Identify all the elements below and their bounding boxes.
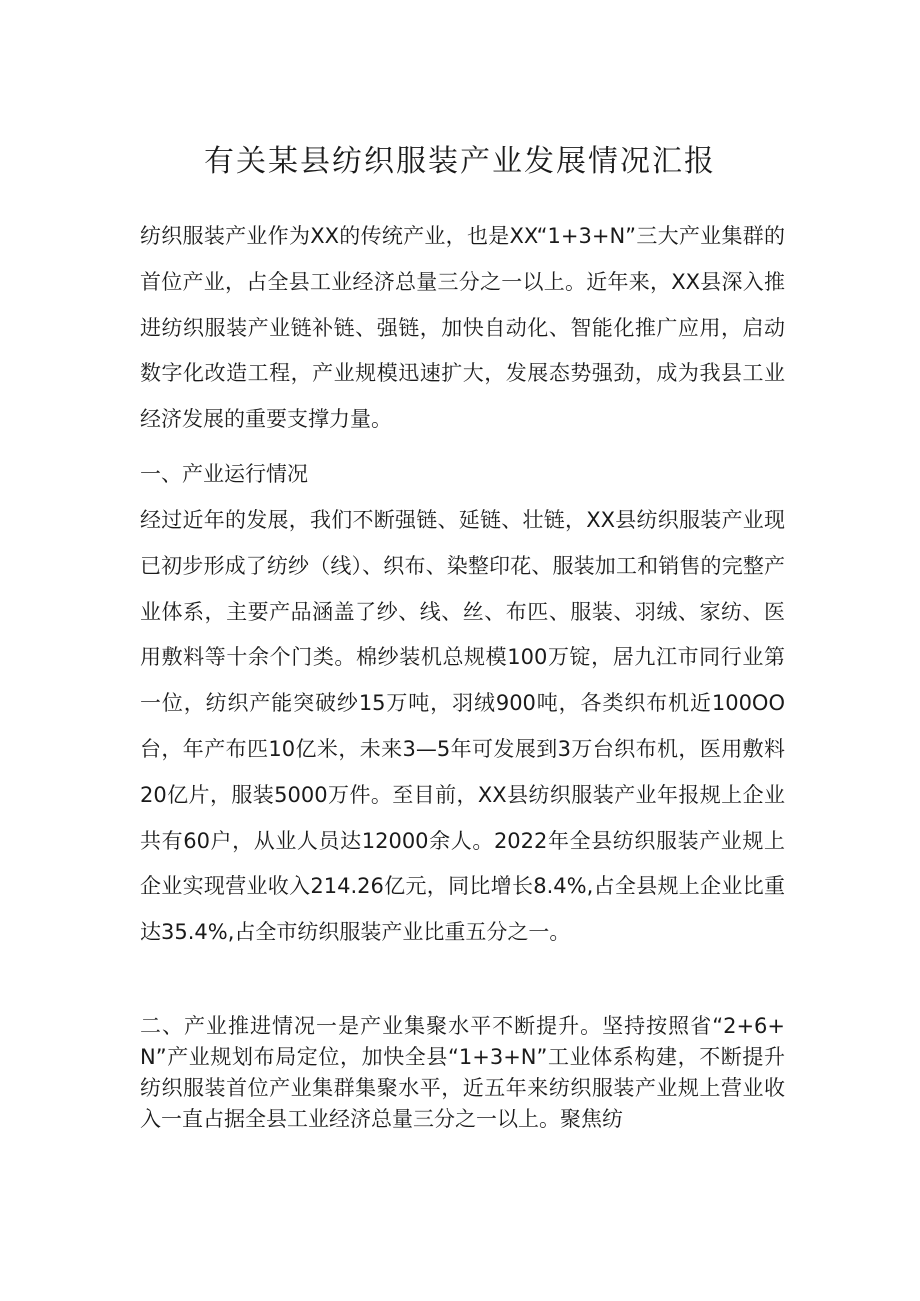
promotion-paragraph: 二、产业推进情况一是产业集聚水平不断提升。坚持按照省“2+6+N”产业规划布局定位，加快全县“1+3+N”工业体系构建，不断提升纺织服装首位产业集群集聚水平，近五年来纺织服装产业规上营业收入一直占据全县工业经济总量三分之一以上。聚焦纺 [140, 1014, 785, 1131]
operation-paragraph: 经过近年的发展，我们不断强链、延链、壮链，XX县纺织服装产业现已初步形成了纺纱（线）、织布、染整印花、服装加工和销售的完整产业体系，主要产品涵盖了纱、线、丝、布匹、服装、羽绒、家纺、医用敷料等十余个门类。棉纱装机总规模100万锭，居九江市同行业第一位，纺织产能突破纱15万吨，羽绒900吨，各类织布机近100OO台，年产布匹10亿米，未来3—5年可发展到3万台织布机，医用敷料20亿片，服装5000万件。至目前，XX县纺织服装产业年报规上企业共有60户，从业人员达12000余人。2022年全县纺织服装产业规上企业实现营业收入214.26亿元，同比增长8.4%,占全县规上企业比重达35.4%,占全市纺织服装产业比重五分之一。 [140, 508, 785, 945]
section-heading-operation: 一、产业运行情况 [140, 462, 308, 486]
document-title: 有关某县纺织服装产业发展情况汇报 [204, 144, 716, 179]
intro-paragraph: 纺织服装产业作为XX的传统产业，也是XX“1+3+N”三大产业集群的首位产业，占全县工业经济总量三分之一以上。近年来，XX县深入推进纺织服装产业链补链、强链，加快自动化、智能化推广应用，启动数字化改造工程，产业规模迅速扩大，发展态势强劲，成为我县工业经济发展的重要支撑力量。 [140, 224, 785, 432]
